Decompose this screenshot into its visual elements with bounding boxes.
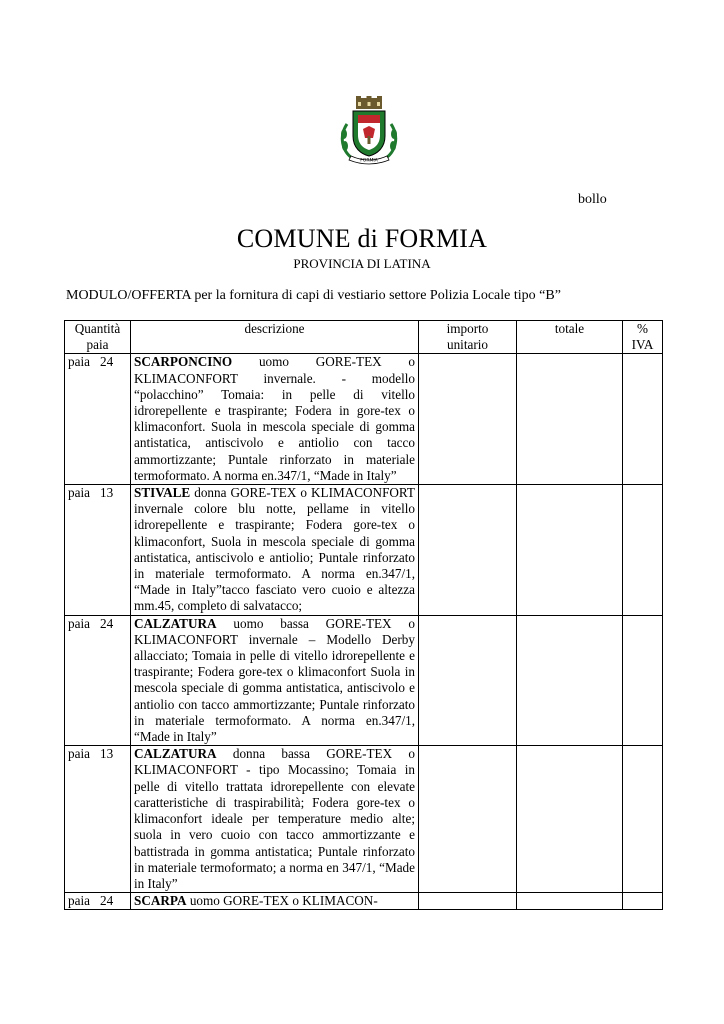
unit-price-cell[interactable]	[419, 354, 517, 485]
vat-cell[interactable]	[623, 893, 663, 910]
column-header-description: descrizione	[131, 321, 419, 354]
column-header-unit-price: importo unitario	[419, 321, 517, 354]
quantity-cell: paia 24	[65, 354, 131, 485]
table-row	[65, 893, 663, 910]
total-cell[interactable]	[517, 485, 623, 616]
column-header-total: totale	[517, 321, 623, 354]
total-cell[interactable]	[517, 893, 623, 910]
total-cell[interactable]	[517, 354, 623, 485]
description-cell: STIVALE donna GORE-TEX o KLIMACONFORT invernale colore blu notte, pellame in vitello idrorepellente e traspirante; Fodera gore-tex o klimaconfort, Suola in mescola speciale di gomma antistatica, antiscivolo e antiolio; Puntale rinforzato in materiale termoformato. A norma en.347/1, “Made in Italy”tacco fasciato vero cuoio e altezza mm.45, completo di salvatacco;	[131, 485, 419, 616]
description-cell: CALZATURA donna bassa GORE-TEX o KLIMACONFORT - tipo Mocassino; Tomaia in pelle di vitello trattata idrorepellente con elevate caratteristiche di traspirabilità; Fodera gore-tex o klimaconfort ideale per temperature medio alte; suola in vero cuoio con tacco ammortizzante e battistrada in gomma antistatica; Puntale rinforzato in materiale termoformato; a norma en 347/1, “Made in Italy”	[131, 746, 419, 893]
province-label: PROVINCIA DI LATINA	[293, 256, 431, 271]
coat-of-arms-icon	[333, 96, 405, 166]
unit-price-cell[interactable]	[419, 893, 517, 910]
table-row	[65, 485, 663, 616]
description-cell: SCARPONCINO uomo GORE-TEX o KLIMACONFORT invernale. - modello “polacchino” Tomaia: in pelle di vitello idrorepellente e traspirante; Fodera in gore-tex o klimaconfort. Suola in mescola speciale di gomma antistatica, antiscivolo e antiolio con tacco ammortizzante; Puntale rinforzato in materiale termoformato. A norma en.347/1, “Made in Italy”	[131, 354, 419, 485]
unit-price-cell[interactable]	[419, 485, 517, 616]
table-row	[65, 615, 663, 746]
total-cell[interactable]	[517, 746, 623, 893]
unit-price-cell[interactable]	[419, 615, 517, 746]
vat-cell[interactable]	[623, 746, 663, 893]
vat-cell[interactable]	[623, 354, 663, 485]
table-header-row	[65, 321, 663, 354]
offer-table	[64, 320, 663, 910]
description-cell: SCARPA uomo GORE-TEX o KLIMACON-	[131, 893, 419, 910]
column-header-quantity: Quantità paia	[65, 321, 131, 354]
page-title: COMUNE di FORMIA	[236, 224, 488, 253]
vat-cell[interactable]	[623, 485, 663, 616]
total-cell[interactable]	[517, 615, 623, 746]
quantity-cell: paia 24	[65, 893, 131, 910]
unit-price-cell[interactable]	[419, 746, 517, 893]
vat-cell[interactable]	[623, 615, 663, 746]
crest-motto: FORMIA	[360, 158, 378, 164]
quantity-cell: paia 13	[65, 485, 131, 616]
quantity-cell: paia 24	[65, 615, 131, 746]
stamp-label: bollo	[578, 192, 607, 207]
form-subtitle: MODULO/OFFERTA per la fornitura di capi di vestiario settore Polizia Locale tipo “B”	[66, 288, 561, 303]
table-row	[65, 354, 663, 485]
column-header-vat: % IVA	[623, 321, 663, 354]
description-cell: CALZATURA uomo bassa GORE-TEX o KLIMACONFORT invernale – Modello Derby allacciato; Tomaia in pelle di vitello idrorepellente e traspirante; Fodera gore-tex o klimaconfort Suola in mescola speciale di gomma antistatica, antiscivolo e antiolio con tacco ammortizzante; Puntale rinforzato in materiale termoformato. A norma en.347/1, “Made in Italy”	[131, 615, 419, 746]
table-row	[65, 746, 663, 893]
quantity-cell: paia 13	[65, 746, 131, 893]
